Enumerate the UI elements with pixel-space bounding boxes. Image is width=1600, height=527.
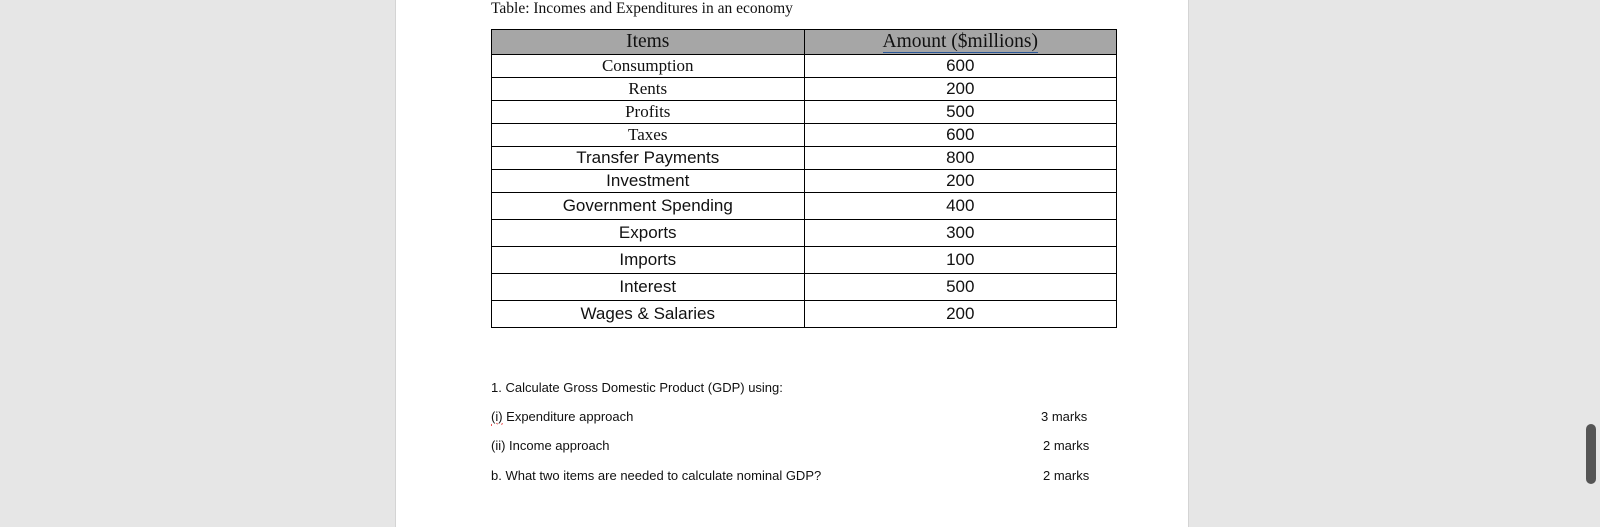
question-1: 1. Calculate Gross Domestic Product (GDP) using: <box>491 380 783 395</box>
item-cell: Rents <box>492 78 805 101</box>
table-row <box>492 78 1117 101</box>
table-row <box>492 274 1117 301</box>
question-1-i-text: Expenditure approach <box>502 409 634 424</box>
table-row <box>492 124 1117 147</box>
item-cell: Exports <box>492 220 805 247</box>
amount-cell: 200 <box>804 301 1117 328</box>
header-items: Items <box>492 30 805 55</box>
item-cell: Profits <box>492 101 805 124</box>
table-row <box>492 170 1117 193</box>
item-cell: Interest <box>492 274 805 301</box>
amount-cell: 600 <box>804 124 1117 147</box>
amount-cell: 500 <box>804 274 1117 301</box>
question-1-ii-marks: 2 marks <box>1043 438 1090 453</box>
table-row <box>492 55 1117 78</box>
item-cell: Government Spending <box>492 193 805 220</box>
item-cell: Wages & Salaries <box>492 301 805 328</box>
table-row <box>492 101 1117 124</box>
document-page <box>395 0 1189 527</box>
amount-cell: 600 <box>804 55 1117 78</box>
table-caption: Table: Incomes and Expenditures in an economy <box>491 0 793 17</box>
amount-cell: 100 <box>804 247 1117 274</box>
item-cell: Consumption <box>492 55 805 78</box>
table-body <box>492 55 1117 328</box>
header-amount-label: Amount ($millions) <box>882 31 1038 52</box>
vertical-scrollbar-thumb[interactable] <box>1586 424 1596 484</box>
table-header-row <box>492 30 1117 55</box>
table-row <box>492 193 1117 220</box>
question-1-i-marks: 3 marks <box>1041 409 1088 424</box>
table-row <box>492 301 1117 328</box>
amount-cell: 300 <box>804 220 1117 247</box>
header-amount <box>804 30 1117 55</box>
table-row <box>492 247 1117 274</box>
question-b-marks: 2 marks <box>1043 468 1090 483</box>
item-cell: Taxes <box>492 124 805 147</box>
income-expenditure-table <box>491 29 1117 328</box>
spellcheck-word: (i) <box>491 409 503 424</box>
table-row <box>492 147 1117 170</box>
item-cell: Investment <box>492 170 805 193</box>
amount-cell: 200 <box>804 78 1117 101</box>
item-cell: Transfer Payments <box>492 147 805 170</box>
question-1-ii: (ii) Income approach <box>491 438 610 453</box>
amount-cell: 800 <box>804 147 1117 170</box>
table-row <box>492 220 1117 247</box>
amount-cell: 200 <box>804 170 1117 193</box>
item-cell: Imports <box>492 247 805 274</box>
question-1-i <box>491 409 633 424</box>
amount-cell: 500 <box>804 101 1117 124</box>
question-b: b. What two items are needed to calculate nominal GDP? <box>491 468 822 483</box>
amount-cell: 400 <box>804 193 1117 220</box>
